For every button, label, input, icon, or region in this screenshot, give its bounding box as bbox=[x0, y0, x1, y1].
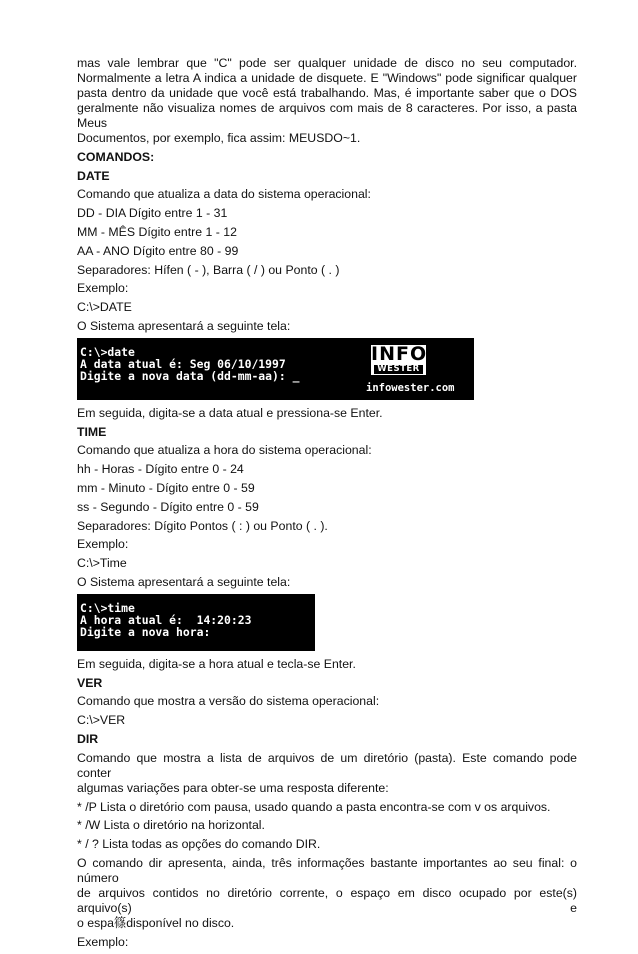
infowester-logo bbox=[371, 342, 428, 375]
time-line: Exemplo: bbox=[77, 537, 129, 552]
date-line: O Sistema apresentará a seguinte tela: bbox=[77, 318, 291, 333]
dir-option: * /P Lista o diretório com pausa, usado quando a pasta encontra-se com v os arquivos. bbox=[77, 799, 551, 814]
document-page bbox=[77, 56, 577, 954]
date-line: Exemplo: bbox=[77, 281, 129, 296]
terminal-line: C:\>time bbox=[80, 600, 135, 615]
time-after-text: Em seguida, digita-se a hora atual e tecla-se Enter. bbox=[77, 656, 356, 671]
time-line: ss - Segundo - Dígito entre 0 - 59 bbox=[77, 499, 259, 514]
date-heading: DATE bbox=[77, 168, 110, 183]
date-line: AA - ANO Dígito entre 80 - 99 bbox=[77, 243, 239, 258]
terminal-line: Digite a nova data (dd-mm-aa): _ bbox=[80, 368, 300, 383]
date-line: C:\>DATE bbox=[77, 300, 132, 315]
intro-line: geralmente não visualiza nomes de arquivos com mais de 8 caracteres. Por isso, a pasta Meus bbox=[77, 101, 577, 130]
dir-info bbox=[77, 856, 577, 931]
intro-line: Normalmente a letra A indica a unidade de disquete. E "Windows" pode significar qualquer bbox=[77, 71, 577, 85]
intro-line: mas vale lembrar que "C" pode ser qualquer unidade de disco no seu computador. bbox=[77, 56, 577, 70]
intro-line: pasta dentro da unidade que você está trabalhando. Mas, é importante saber que o DOS bbox=[77, 86, 577, 100]
time-terminal-screenshot bbox=[77, 594, 315, 651]
date-line: Comando que atualiza a data do sistema operacional: bbox=[77, 187, 371, 202]
dir-description bbox=[77, 751, 577, 796]
dir-info-line: o espa篠disponível no disco. bbox=[77, 915, 235, 930]
time-line: hh - Horas - Dígito entre 0 - 24 bbox=[77, 462, 244, 477]
ver-line: Comando que mostra a versão do sistema operacional: bbox=[77, 694, 380, 709]
date-after-text: Em seguida, digita-se a data atual e pressiona-se Enter. bbox=[77, 405, 383, 420]
date-line: Separadores: Hífen ( - ), Barra ( / ) ou Ponto ( . ) bbox=[77, 262, 340, 277]
logo-sub-text: WESTER bbox=[374, 365, 423, 374]
dir-desc-line: algumas variações para obter-se uma resposta diferente: bbox=[77, 780, 389, 795]
terminal-line: A data atual é: Seg 06/10/1997 bbox=[80, 356, 286, 371]
dir-example-label: Exemplo: bbox=[77, 934, 129, 949]
terminal-line: A hora atual é: 14:20:23 bbox=[80, 612, 252, 627]
logo-main-text: INFO bbox=[371, 342, 428, 365]
time-line: mm - Minuto - Dígito entre 0 - 59 bbox=[77, 480, 255, 495]
date-terminal-screenshot bbox=[77, 338, 474, 400]
time-line: Comando que atualiza a hora do sistema operacional: bbox=[77, 443, 372, 458]
ver-line: C:\>VER bbox=[77, 713, 126, 728]
ver-heading: VER bbox=[77, 675, 103, 690]
intro-line: Documentos, por exemplo, fica assim: MEUSDO~1. bbox=[77, 131, 361, 145]
logo-url: infowester.com bbox=[366, 381, 455, 394]
dir-option: * / ? Lista todas as opções do comando DIR. bbox=[77, 837, 321, 852]
date-line: MM - MÊS Dígito entre 1 - 12 bbox=[77, 224, 237, 239]
dir-info-line: de arquivos contidos no diretório corrente, o espaço em disco ocupado por este(s) arquivo(s) e bbox=[77, 885, 577, 915]
commands-heading: COMANDOS: bbox=[77, 149, 155, 164]
time-line: O Sistema apresentará a seguinte tela: bbox=[77, 574, 291, 589]
time-line: Separadores: Dígito Pontos ( : ) ou Ponto ( . ). bbox=[77, 518, 328, 533]
time-line: C:\>Time bbox=[77, 556, 127, 571]
time-heading: TIME bbox=[77, 424, 107, 439]
dir-heading: DIR bbox=[77, 731, 99, 746]
terminal-line: C:\>date bbox=[80, 344, 135, 359]
dir-desc-line: Comando que mostra a lista de arquivos de um diretório (pasta). Este comando pode conter bbox=[77, 750, 577, 780]
terminal-line: Digite a nova hora: bbox=[80, 624, 211, 639]
dir-info-line: O comando dir apresenta, ainda, três informações bastante importantes ao seu final: o número bbox=[77, 855, 577, 885]
date-line: DD - DIA Dígito entre 1 - 31 bbox=[77, 206, 228, 221]
dir-option: * /W Lista o diretório na horizontal. bbox=[77, 818, 265, 833]
intro-paragraph bbox=[77, 56, 577, 146]
